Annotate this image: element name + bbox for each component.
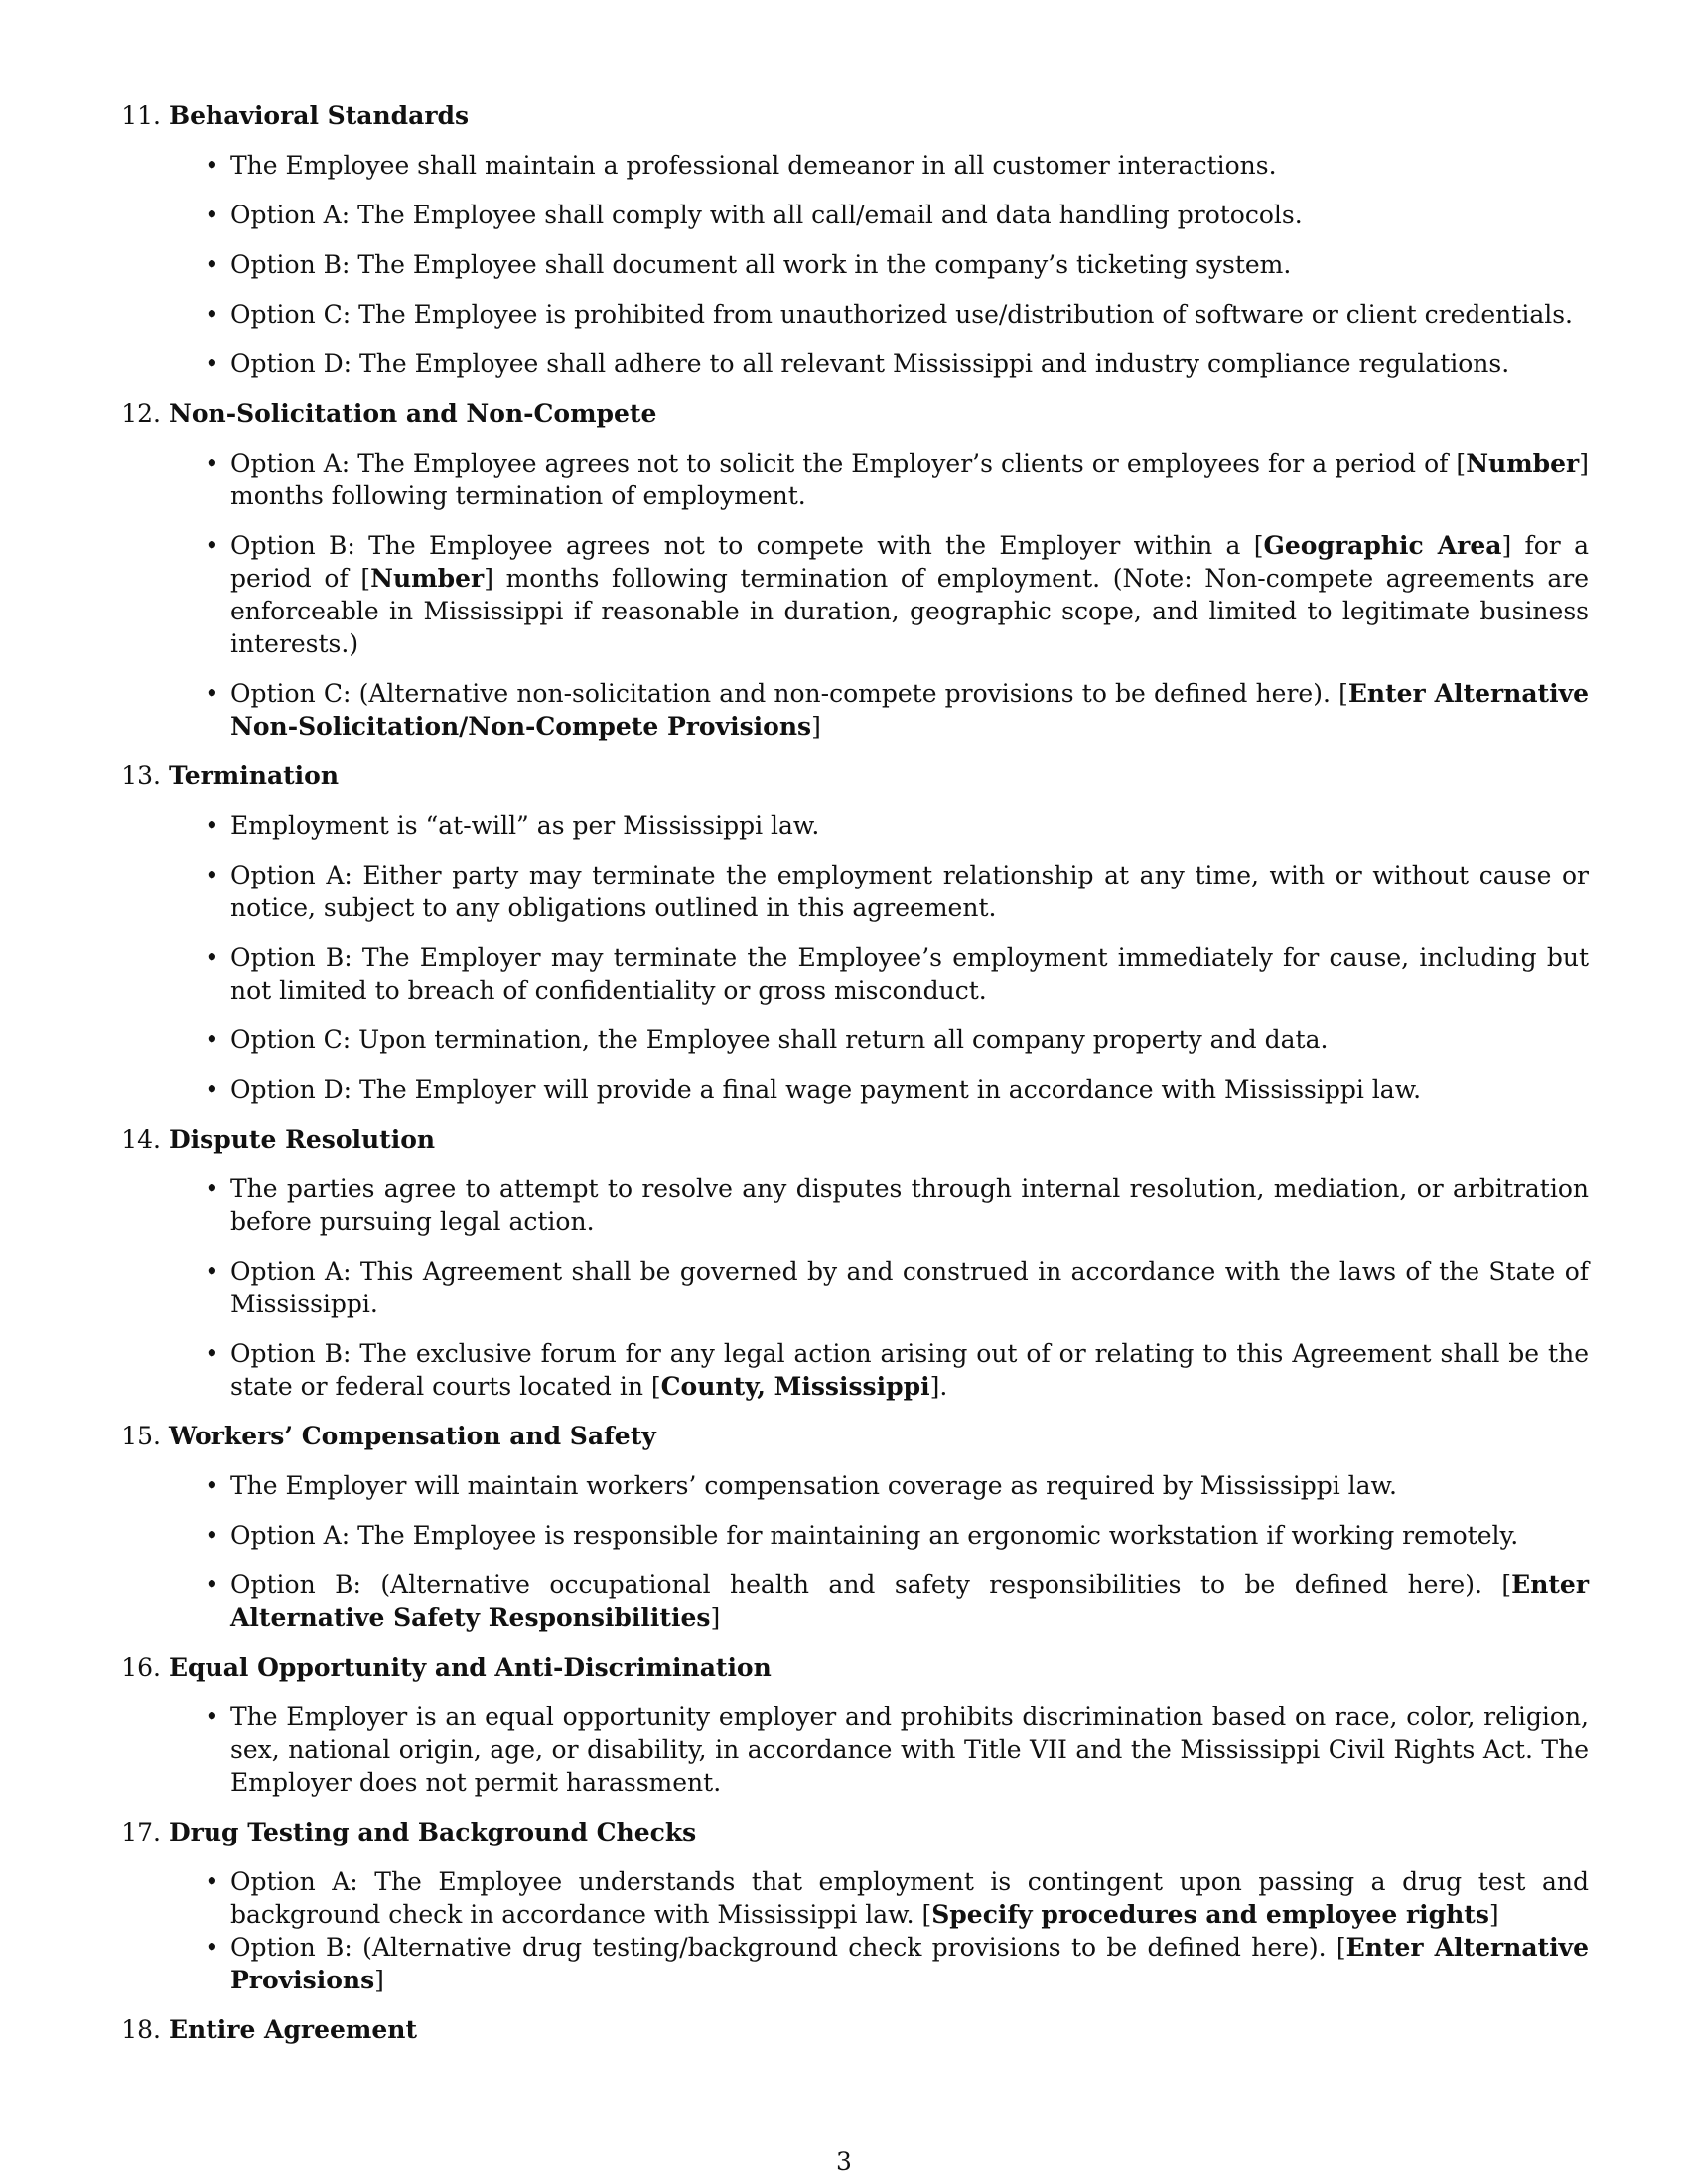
bullet-list bbox=[169, 149, 1589, 380]
section-number: 15. bbox=[121, 1422, 161, 1450]
item-text: The Employee shall maintain a professional demeanor in all customer interactions. bbox=[230, 151, 1277, 180]
item-text: Option C: Upon termination, the Employee shall return all company property and data. bbox=[230, 1025, 1329, 1054]
section-title: Equal Opportunity and Anti-Discrimination bbox=[169, 1653, 772, 1682]
list-item bbox=[230, 1865, 1589, 1931]
list-item bbox=[230, 248, 1589, 281]
section-13 bbox=[117, 759, 1589, 1106]
section-17 bbox=[117, 1816, 1589, 1996]
item-text: Option D: The Employee shall adhere to all relevant Mississippi and industry compliance regulations. bbox=[230, 349, 1510, 378]
list-item bbox=[230, 529, 1589, 660]
section-title: Entire Agreement bbox=[169, 2015, 417, 2044]
item-text: ] bbox=[710, 1603, 721, 1632]
section-number: 13. bbox=[121, 761, 161, 790]
section-12 bbox=[117, 397, 1589, 743]
item-text: The parties agree to attempt to resolve any disputes through internal resolution, mediation, or arbitration before pursuing legal action. bbox=[230, 1174, 1589, 1236]
section-heading bbox=[121, 1816, 1589, 1848]
placeholder-field: Enter Alternative Safety Responsibilities bbox=[230, 1570, 1589, 1632]
page-number: 3 bbox=[836, 2147, 852, 2176]
placeholder-field: Number bbox=[370, 564, 485, 593]
section-heading bbox=[121, 397, 1589, 430]
item-text: Option B: (Alternative occupational health and safety responsibilities to be defined here). [ bbox=[230, 1570, 1512, 1599]
item-text: ]. bbox=[929, 1372, 948, 1401]
item-text: The Employer is an equal opportunity employer and prohibits discrimination based on race, color, religion, sex, national origin, age, or disability, in accordance with Title VII and the Mississippi Civil Rights Act. The Employer does not permit harassment. bbox=[230, 1703, 1589, 1797]
list-item bbox=[230, 1337, 1589, 1403]
item-text: Option B: The exclusive forum for any legal action arising out of or relating to this Agreement shall be the state or federal courts located in [ bbox=[230, 1339, 1589, 1401]
list-item bbox=[230, 941, 1589, 1007]
section-heading bbox=[121, 99, 1589, 132]
list-item bbox=[230, 1569, 1589, 1634]
item-text: Option A: The Employee understands that employment is contingent upon passing a drug test and background check in accordance with Mississippi law. [ bbox=[230, 1867, 1589, 1929]
item-text: Option B: The Employee agrees not to compete with the Employer within a [ bbox=[230, 531, 1264, 560]
section-title: Behavioral Standards bbox=[169, 101, 470, 130]
placeholder-field: County, Mississippi bbox=[660, 1372, 930, 1401]
section-heading bbox=[121, 2013, 1589, 2046]
item-text: Option D: The Employer will provide a final wage payment in accordance with Mississippi law. bbox=[230, 1075, 1422, 1104]
section-number: 14. bbox=[121, 1125, 161, 1154]
bullet-list bbox=[169, 1865, 1589, 1996]
list-item bbox=[230, 347, 1589, 380]
section-18 bbox=[117, 2013, 1589, 2046]
list-item bbox=[230, 1931, 1589, 1996]
placeholder-field: Geographic Area bbox=[1263, 531, 1502, 560]
section-14 bbox=[117, 1123, 1589, 1403]
item-text: ] for a period of [ bbox=[230, 531, 1589, 593]
document-body bbox=[117, 99, 1589, 2063]
item-text: Option A: The Employee agrees not to solicit the Employer’s clients or employees for a period of [ bbox=[230, 449, 1467, 478]
list-item bbox=[230, 199, 1589, 231]
placeholder-field: Enter Alternative Provisions bbox=[230, 1933, 1589, 1994]
list-item bbox=[230, 1255, 1589, 1320]
item-text: Option B: The Employee shall document all work in the company’s ticketing system. bbox=[230, 250, 1292, 279]
placeholder-field: Specify procedures and employee rights bbox=[931, 1900, 1489, 1929]
section-number: 18. bbox=[121, 2015, 161, 2044]
list-item bbox=[230, 1024, 1589, 1056]
item-text: ] bbox=[1488, 1900, 1499, 1929]
item-text: Option A: The Employee is responsible for maintaining an ergonomic workstation if working remotely. bbox=[230, 1521, 1519, 1550]
placeholder-field: Enter Alternative Non-Solicitation/Non-Compete Provisions bbox=[230, 679, 1590, 741]
section-16 bbox=[117, 1651, 1589, 1799]
section-heading bbox=[121, 759, 1589, 792]
section-number: 17. bbox=[121, 1818, 161, 1846]
item-text: ] months following termination of employment. bbox=[230, 449, 1589, 510]
list-item bbox=[230, 447, 1589, 512]
item-text: Option A: The Employee shall comply with all call/email and data handling protocols. bbox=[230, 201, 1303, 229]
section-heading bbox=[121, 1651, 1589, 1684]
item-text: The Employer will maintain workers’ compensation coverage as required by Mississippi law. bbox=[230, 1471, 1397, 1500]
section-number: 16. bbox=[121, 1653, 161, 1682]
section-11 bbox=[117, 99, 1589, 380]
item-text: Option C: (Alternative non-solicitation and non-compete provisions to be defined here). [ bbox=[230, 679, 1348, 708]
item-text: Option A: Either party may terminate the employment relationship at any time, with or without cause or notice, subject to any obligations outlined in this agreement. bbox=[230, 861, 1589, 922]
bullet-list bbox=[169, 1701, 1589, 1799]
list-item bbox=[230, 859, 1589, 924]
section-title: Workers’ Compensation and Safety bbox=[169, 1422, 656, 1450]
section-title: Termination bbox=[169, 761, 340, 790]
list-item bbox=[230, 1073, 1589, 1106]
item-text: Option A: This Agreement shall be governed by and construed in accordance with the laws of the State of Mississippi. bbox=[230, 1257, 1589, 1318]
item-text: Employment is “at-will” as per Mississippi law. bbox=[230, 811, 820, 840]
list-item bbox=[230, 1469, 1589, 1502]
item-text: Option C: The Employee is prohibited from unauthorized use/distribution of software or client credentials. bbox=[230, 300, 1574, 329]
item-text: ] bbox=[811, 712, 821, 741]
section-number: 11. bbox=[121, 101, 161, 130]
list-item bbox=[230, 1701, 1589, 1799]
item-text: Option B: The Employer may terminate the Employee’s employment immediately for cause, including but not limited to breach of confidentiality or gross misconduct. bbox=[230, 943, 1589, 1005]
section-heading bbox=[121, 1123, 1589, 1156]
list-item bbox=[230, 149, 1589, 182]
bullet-list bbox=[169, 1469, 1589, 1634]
list-item bbox=[230, 677, 1589, 743]
section-number: 12. bbox=[121, 399, 161, 428]
item-text: ] bbox=[374, 1966, 384, 1994]
section-15 bbox=[117, 1420, 1589, 1634]
section-title: Drug Testing and Background Checks bbox=[169, 1818, 697, 1846]
item-text: ] months following termination of employment. (Note: Non-compete agreements are enforceable in Mississippi if reasonable in duration, geographic scope, and limited to legitimate business interests.) bbox=[230, 564, 1589, 658]
bullet-list bbox=[169, 1172, 1589, 1403]
bullet-list bbox=[169, 447, 1589, 743]
list-item bbox=[230, 809, 1589, 842]
list-item bbox=[230, 1172, 1589, 1238]
bullet-list bbox=[169, 809, 1589, 1106]
item-text: Option B: (Alternative drug testing/background check provisions to be defined here). [ bbox=[230, 1933, 1346, 1962]
section-title: Dispute Resolution bbox=[169, 1125, 436, 1154]
list-item bbox=[230, 1519, 1589, 1552]
section-title: Non-Solicitation and Non-Compete bbox=[169, 399, 657, 428]
placeholder-field: Number bbox=[1466, 449, 1580, 478]
section-heading bbox=[121, 1420, 1589, 1452]
list-item bbox=[230, 298, 1589, 331]
